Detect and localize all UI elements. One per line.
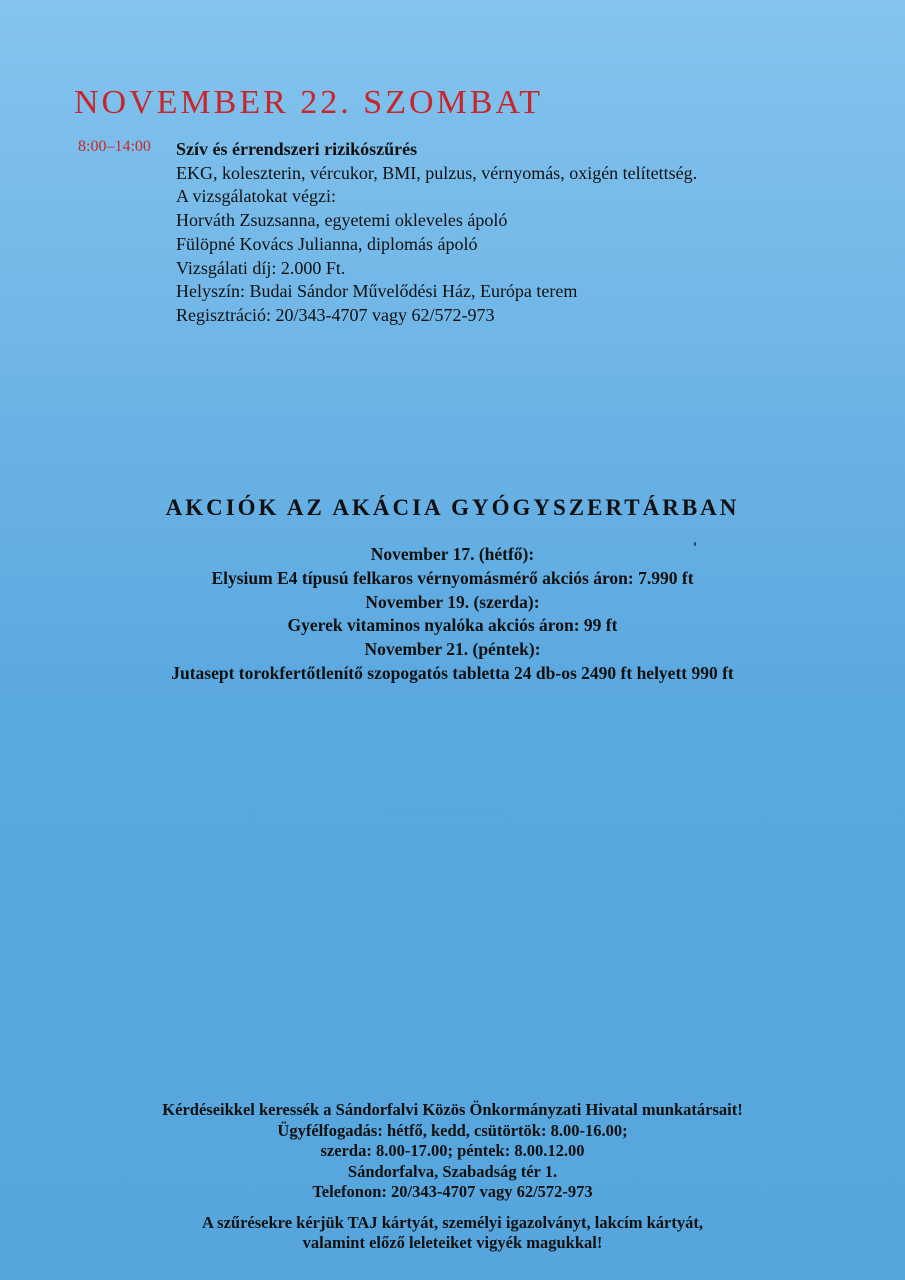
event-examiner: Horváth Zsuzsanna, egyetemi okleveles ápoló [176,210,508,231]
documents-note: valamint előző leleteiket vigyék magukkal! [302,1233,603,1252]
office-address: Sándorfalva, Szabadság tér 1. [347,1161,558,1181]
office-phone: Telefonon: 20/343-4707 vagy 62/572-973 [312,1182,593,1201]
event-examiners-label: A vizsgálatokat végzi: [176,186,336,207]
offer-date: November 19. (szerda): [365,591,540,612]
office-hours: Ügyfélfogadás: hétfő, kedd, csütörtök: 8.00-16.00; [277,1120,628,1140]
event-location: Helyszín: Budai Sándor Művelődési Ház, Európa terem [176,281,578,302]
event-tests: EKG, koleszterin, vércukor, BMI, pulzus, vérnyomás, oxigén telítettség. [176,162,698,183]
documents-note: A szűrésekre kérjük TAJ kártyát, személyi igazolványt, lakcím kártyát, [202,1212,703,1232]
offers-list [0,543,905,686]
offer-item: Jutasept torokfertőtlenítő szopogatós tabletta 24 db-os 2490 ft helyett 990 ft [171,662,734,683]
event-examiner: Fülöpné Kovács Julianna, diplomás ápoló [176,233,478,254]
event-details [176,138,876,328]
offer-date: November 21. (péntek): [364,639,541,660]
contact-line: Kérdéseikkel keressék a Sándorfalvi Közös Önkormányzati Hivatal munkatársait! [162,1100,743,1119]
office-hours: szerda: 8.00-17.00; péntek: 8.00.12.00 [320,1141,585,1160]
offer-item: Gyerek vitaminos nyalóka akciós áron: 99 ft [287,615,618,636]
footer-info [0,1100,905,1254]
offers-title: AKCIÓK AZ AKÁCIA GYÓGYSZERTÁRBAN [165,495,740,520]
event-registration: Regisztráció: 20/343-4707 vagy 62/572-973 [176,304,495,325]
event-time: 8:00–14:00 [78,138,151,155]
event-title: Szív és érrendszeri rizikószűrés [176,139,418,159]
offer-item: Elysium E4 típusú felkaros vérnyomásmérő akciós áron: 7.990 ft [211,567,694,588]
offer-date: November 17. (hétfő): [370,544,535,564]
event-fee: Vizsgálati díj: 2.000 Ft. [176,257,346,278]
day-title: NOVEMBER 22. SZOMBAT [74,84,543,121]
